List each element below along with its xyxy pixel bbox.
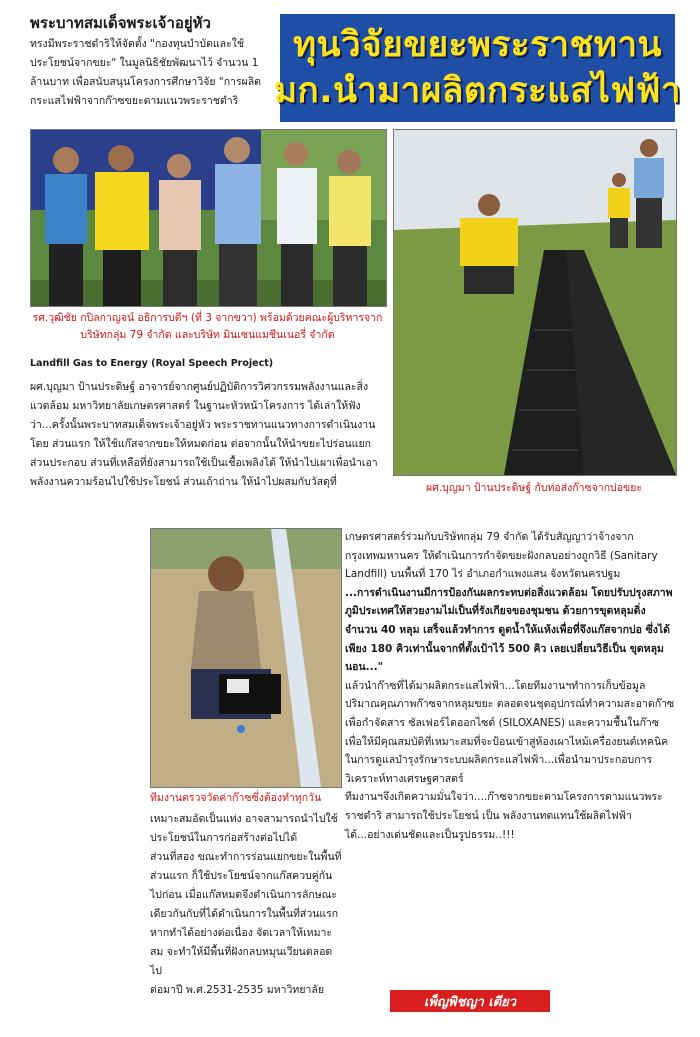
headline-banner: [273, 14, 682, 122]
gas-pipe-photo-caption: ผศ.บุญมา ป้านประดิษฐ์ กับท่อส่งก๊าซจากบ่อขยะ: [426, 482, 642, 494]
group-photo: [30, 129, 387, 307]
author-byline: เพ็ญพิชญา เตียว: [390, 990, 550, 1012]
headline-line-1: ทุนวิจัยขยะพระราชทาน: [293, 25, 662, 65]
intro-lead: พระบาทสมเด็จพระเจ้าอยู่หัว: [30, 14, 211, 32]
body3-paragraph-1: เหมาะสมอัดเป็นแท่ง อาจสามารถนำไปใช้ประโยชน์ในการก่อสร้างต่อไปได้: [150, 813, 338, 844]
body-column-1: [30, 378, 385, 492]
body2-paragraph-4: ทีมงานฯจึงเกิดความมั่นใจว่า....ก๊าซจากขยะตามโครงการตามแนวพระราชดำริ สามารถใช้ประโยชน์ เป็น พลังงานทดแทนใช้ผลิตไฟฟ้าได้...อย่างเด่นชัดและเป็นรูปธรรม..!!!: [345, 791, 663, 841]
body3-paragraph-3: ต่อมาปี พ.ศ.2531-2535 มหาวิทยาลัย: [150, 984, 324, 996]
body1-paragraph-1: ผศ.บุญมา ป้านประดิษฐ์ อาจารย์จากศูนย์ปฏิบัติการวิศวกรรมพลังงานและสิ่งแวดล้อม มหาวิทยาลัยเกษตรศาสตร์ ในฐานะหัวหน้าโครงการ ได้เล่าให้ฟังว่า...ครั้งนั้นพระบาทสมเด็จพระเจ้าอยู่หัว พระราชทานแนวทางการดำเนินงาน: [30, 381, 376, 431]
gas-measurement-caption: ทีมงานตรวจวัดค่าก๊าซซึ่งต้องทำทุกวัน: [150, 792, 322, 804]
body-column-2: [345, 528, 675, 844]
gas-measurement-photo: [150, 528, 342, 788]
subhead-english: Landfill Gas to Energy (Royal Speech Project): [30, 358, 274, 369]
gas-pipe-illustration: [394, 130, 676, 475]
group-photo-illustration: [31, 130, 386, 306]
headline-line-2: มก.นำมาผลิตกระแสไฟฟ้า: [273, 71, 682, 111]
gas-pipe-photo: [393, 129, 677, 476]
body2-paragraph-1: เกษตรศาสตร์ร่วมกับบริษัทกลุ่ม 79 จำกัด ได้รับสัญญาว่าจ้างจาก กรุงเทพมหานคร ให้ดำเนินการกำจัดขยะฝังกลบอย่างถูกวิธี (Sanitary Landfill) บนพื้นที่ 170 ไร่ อำเภอกำแพงแสน จังหวัดนครปฐม: [345, 531, 658, 581]
intro-text: ทรงมีพระราชดำริให้จัดตั้ง "กองทุนบำบัดและใช้ประโยชน์จากขยะ" ในมูลนิธิชัยพัฒนาไว้ จำนวน 1 ล้านบาท เพื่อสนับสนุนโครงการศึกษาวิจัย "การผลิตกระแสไฟฟ้าจากก๊าซขยะตามแนวพระราชดำริ: [30, 38, 261, 107]
group-photo-caption: รศ.วุฒิชัย กปิลกาญจน์ อธิการบดีฯ (ที่ 3 จากขวา) พร้อมด้วยคณะผู้บริหารจากบริษัทกลุ่ม 79 จำกัด และบริษัท มินเซนแมชีนเนอรี่ จำกัด: [32, 312, 383, 341]
body-column-3: [150, 810, 342, 1000]
body1-paragraph-2: โดย ส่วนแรก ให้ใช้แก๊สจากขยะให้หมดก่อน ต่อจากนั้นให้นำขยะไปร่อนแยกส่วนประกอบ ส่วนที่เหลือที่ยังสามารถใช้เป็นเชื้อเพลิงได้ ให้นำไปเผาเพื่อนำเอาพลังงานความร้อนไปใช้ประโยชน์ ส่วนเถ้าถ่าน ให้นำไปผสมกับวัสดุที่: [30, 438, 378, 488]
intro-paragraph: [30, 14, 275, 111]
body2-paragraph-2: ...การดำเนินงานมีการป้องกันผลกระทบต่อสิ่งแวดล้อม โดยปรับปรุงสภาพภูมิประเทศให้สวยงามไม่เป็นที่รังเกียจของชุมชน ด้วยการขุดหลุมดิ่ง จำนวน 40 หลุม เสร็จแล้วทำการ ดูดน้ำให้แห้งเพื่อที่จึงแก๊สจากบ่อ ซึ่งได้เพียง 180 คิวเท่านั้นจากที่ตั้งเป้าไว้ 500 คิว เลยเปลี่ยนวิธีเป็น ขุดหลุมนอน...": [345, 586, 673, 674]
body3-paragraph-2: ส่วนที่สอง ขณะทำการร่อนแยกขยะในพื้นที่ส่วนแรก ก็ใช้ประโยชน์จากแก๊สควบคู่กันไปก่อน เมื่อแก๊สหมดจึงดำเนินการลักษณะเดียวกันกับที่ได้ดำเนินการในพื้นที่ส่วนแรก หากทำได้อย่างต่อเนื่อง จัดเวลาให้เหมาะสม จะทำให้มีพื้นที่ฝังกลบหมุนเวียนตลอดไป: [150, 851, 342, 977]
gas-measurement-illustration: [151, 529, 341, 787]
body2-paragraph-3: แล้วนำก๊าซที่ได้มาผลิตกระแสไฟฟ้า...โดยทีมงานฯทำการเก็บข้อมูลปริมาณคุณภาพก๊าซจากหลุมขยะ ตลอดจนชุดอุปกรณ์ทำความสะอาดก๊าซ เพื่อกำจัดสาร ซัลเฟอร์ไดออกไซด์ (SILOXANES) และความชื้นในก๊าซเพื่อให้มีคุณสมบัติที่เหมาะสมที่จะป้อนเข้าสู่ห้องเผาไหม้เครื่องยนต์เทคนิคในการดูแลบำรุงรักษาระบบผลิตกระแสไฟฟ้า...เพื่อนำมาประกอบการวิเคราะห์ทางเศรษฐศาสตร์: [345, 679, 675, 785]
